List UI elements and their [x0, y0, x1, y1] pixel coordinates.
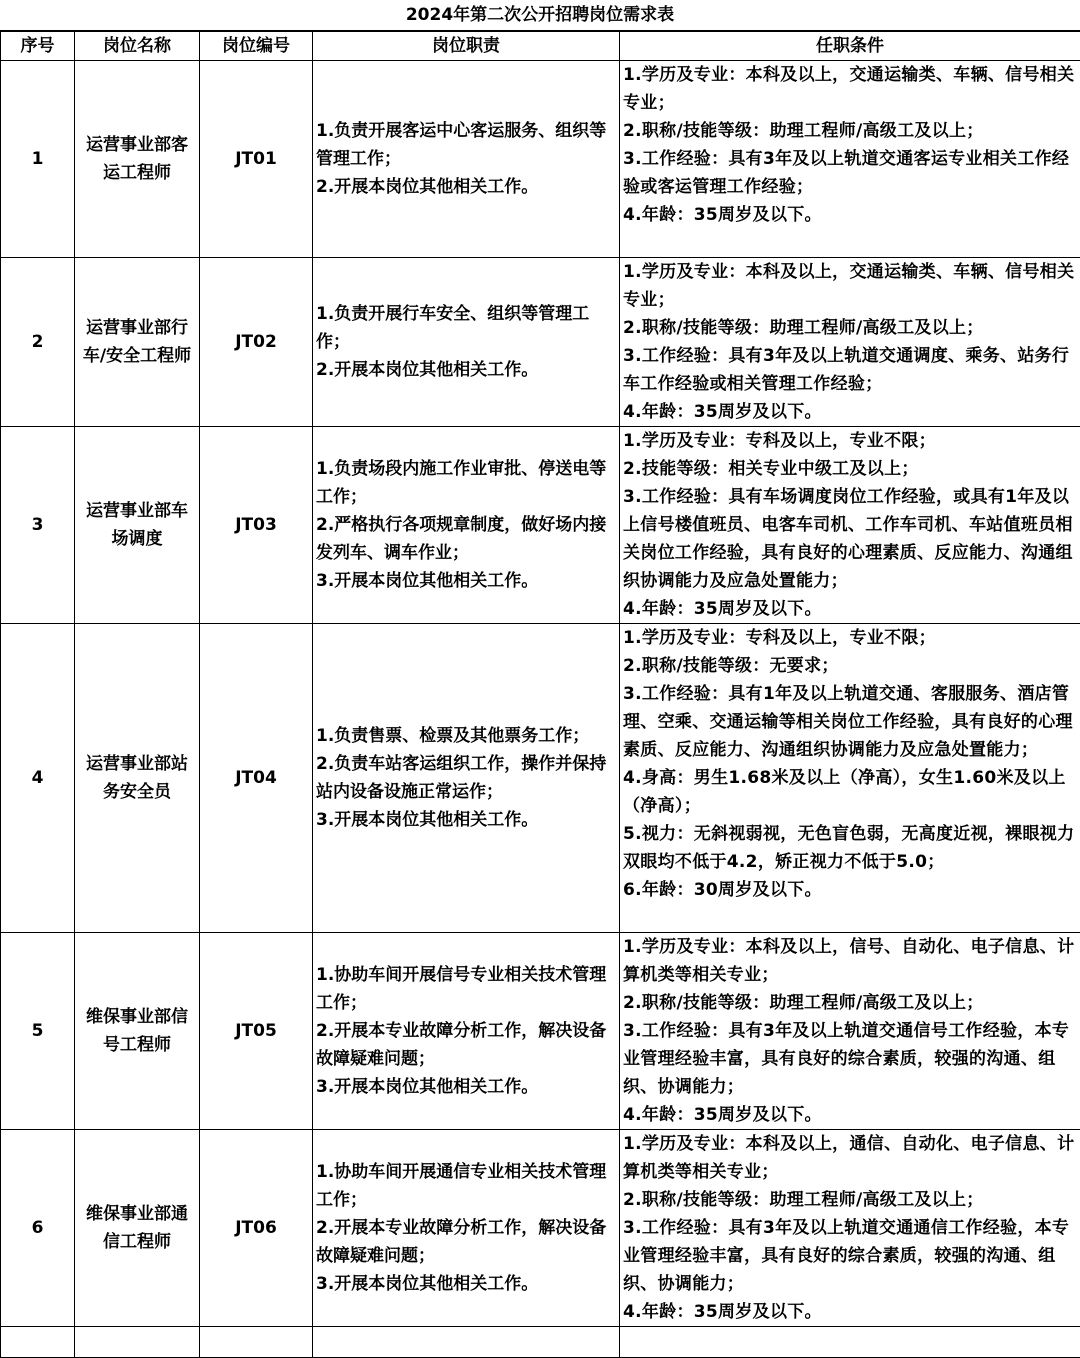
duty-line: 2.严格执行各项规章制度，做好场内接发列车、调车作业；	[316, 511, 616, 567]
position-duties	[313, 624, 620, 933]
position-duties	[313, 61, 620, 258]
position-requirements	[620, 1130, 1080, 1327]
requirement-line: 4.年龄：35周岁及以下。	[623, 1298, 1077, 1326]
header-duties: 岗位职责	[313, 32, 620, 61]
requirement-line: 1.学历及专业：本科及以上，交通运输类、车辆、信号相关专业；	[623, 61, 1077, 117]
duty-line: 2.开展本岗位其他相关工作。	[316, 356, 616, 384]
empty-cell	[75, 1327, 200, 1358]
position-requirements	[620, 258, 1080, 427]
table-row	[1, 427, 1080, 624]
requirement-line: 4.身高：男生1.68米及以上（净高），女生1.60米及以上（净高）；	[623, 764, 1077, 820]
duty-line: 1.协助车间开展信号专业相关技术管理工作；	[316, 961, 616, 1017]
duty-line: 3.开展本岗位其他相关工作。	[316, 806, 616, 834]
position-duties	[313, 1130, 620, 1327]
row-number: 5	[1, 933, 75, 1130]
requirement-line: 6.年龄：30周岁及以下。	[623, 876, 1077, 904]
position-duties	[313, 427, 620, 624]
position-duties	[313, 258, 620, 427]
duty-line: 2.开展本专业故障分析工作，解决设备故障疑难问题；	[316, 1017, 616, 1073]
duty-line: 2.开展本专业故障分析工作，解决设备故障疑难问题；	[316, 1214, 616, 1270]
row-number: 2	[1, 258, 75, 427]
header-name: 岗位名称	[75, 32, 200, 61]
table-row	[1, 933, 1080, 1130]
row-number: 3	[1, 427, 75, 624]
requirement-line: 4.年龄：35周岁及以下。	[623, 595, 1077, 623]
position-requirements	[620, 933, 1080, 1130]
duty-line: 3.开展本岗位其他相关工作。	[316, 1270, 616, 1298]
position-name: 运营事业部行车/安全工程师	[75, 258, 200, 427]
position-code: JT02	[200, 258, 313, 427]
duty-line: 3.开展本岗位其他相关工作。	[316, 1073, 616, 1101]
position-name: 运营事业部站务安全员	[75, 624, 200, 933]
header-row	[1, 32, 1080, 61]
requirement-line: 1.学历及专业：本科及以上，交通运输类、车辆、信号相关专业；	[623, 258, 1077, 314]
position-duties	[313, 933, 620, 1130]
position-code: JT04	[200, 624, 313, 933]
requirement-line: 5.视力：无斜视弱视，无色盲色弱，无高度近视，裸眼视力双眼均不低于4.2，矫正视力不低于5.0；	[623, 820, 1077, 876]
position-name: 维保事业部信号工程师	[75, 933, 200, 1130]
empty-cell	[620, 1327, 1080, 1358]
requirement-line: 1.学历及专业：专科及以上，专业不限；	[623, 624, 1077, 652]
requirement-line: 3.工作经验：具有3年及以上轨道交通通信工作经验，本专业管理经验丰富，具有良好的综合素质，较强的沟通、组织、协调能力；	[623, 1214, 1077, 1298]
requirement-line: 2.职称/技能等级：无要求；	[623, 652, 1077, 680]
requirement-line: 4.年龄：35周岁及以下。	[623, 1101, 1077, 1129]
position-requirements	[620, 624, 1080, 933]
position-code: JT03	[200, 427, 313, 624]
requirement-line: 3.工作经验：具有车场调度岗位工作经验，或具有1年及以上信号楼值班员、电客车司机、工作车司机、车站值班员相关岗位工作经验，具有良好的心理素质、反应能力、沟通组织协调能力及应急处置能力；	[623, 483, 1077, 595]
empty-cell	[1, 1327, 75, 1358]
row-number: 6	[1, 1130, 75, 1327]
position-code: JT01	[200, 61, 313, 258]
table-row	[1, 61, 1080, 258]
position-name: 运营事业部车场调度	[75, 427, 200, 624]
position-name: 维保事业部通信工程师	[75, 1130, 200, 1327]
empty-cell	[200, 1327, 313, 1358]
page-title: 2024年第二次公开招聘岗位需求表	[0, 0, 1080, 31]
requirement-line: 2.职称/技能等级：助理工程师/高级工及以上；	[623, 989, 1077, 1017]
empty-cell	[313, 1327, 620, 1358]
requirement-line: 3.工作经验：具有1年及以上轨道交通、客服服务、酒店管理、空乘、交通运输等相关岗位工作经验，具有良好的心理素质、反应能力、沟通组织协调能力及应急处置能力；	[623, 680, 1077, 764]
requirement-line: 3.工作经验：具有3年及以上轨道交通调度、乘务、站务行车工作经验或相关管理工作经验；	[623, 342, 1077, 398]
row-number: 1	[1, 61, 75, 258]
requirement-line: 3.工作经验：具有3年及以上轨道交通信号工作经验，本专业管理经验丰富，具有良好的综合素质，较强的沟通、组织、协调能力；	[623, 1017, 1077, 1101]
position-name: 运营事业部客运工程师	[75, 61, 200, 258]
duty-line: 1.负责开展行车安全、组织等管理工作；	[316, 300, 616, 356]
duty-line: 1.负责售票、检票及其他票务工作；	[316, 722, 616, 750]
position-code: JT06	[200, 1130, 313, 1327]
table-row-partial	[1, 1327, 1080, 1358]
position-requirements	[620, 61, 1080, 258]
table-row	[1, 1130, 1080, 1327]
header-requirements: 任职条件	[620, 32, 1080, 61]
duty-line: 1.协助车间开展通信专业相关技术管理工作；	[316, 1158, 616, 1214]
requirement-line: 1.学历及专业：本科及以上，通信、自动化、电子信息、计算机类等相关专业；	[623, 1130, 1077, 1186]
header-code: 岗位编号	[200, 32, 313, 61]
requirement-line: 1.学历及专业：本科及以上，信号、自动化、电子信息、计算机类等相关专业；	[623, 933, 1077, 989]
requirement-line: 2.职称/技能等级：助理工程师/高级工及以上；	[623, 117, 1077, 145]
table-row	[1, 258, 1080, 427]
row-number: 4	[1, 624, 75, 933]
header-no: 序号	[1, 32, 75, 61]
duty-line: 3.开展本岗位其他相关工作。	[316, 567, 616, 595]
requirement-line: 2.职称/技能等级：助理工程师/高级工及以上；	[623, 1186, 1077, 1214]
position-code: JT05	[200, 933, 313, 1130]
requirement-line: 2.职称/技能等级：助理工程师/高级工及以上；	[623, 314, 1077, 342]
table-row	[1, 624, 1080, 933]
duty-line: 2.开展本岗位其他相关工作。	[316, 173, 616, 201]
position-requirements	[620, 427, 1080, 624]
requirement-line: 4.年龄：35周岁及以下。	[623, 201, 1077, 229]
duty-line: 2.负责车站客运组织工作，操作并保持站内设备设施正常运作；	[316, 750, 616, 806]
duty-line: 1.负责开展客运中心客运服务、组织等管理工作；	[316, 117, 616, 173]
requirement-line: 2.技能等级：相关专业中级工及以上；	[623, 455, 1077, 483]
job-table	[0, 31, 1080, 1358]
requirement-line: 4.年龄：35周岁及以下。	[623, 398, 1077, 426]
duty-line: 1.负责场段内施工作业审批、停送电等工作；	[316, 455, 616, 511]
requirement-line: 1.学历及专业：专科及以上，专业不限；	[623, 427, 1077, 455]
requirement-line: 3.工作经验：具有3年及以上轨道交通客运专业相关工作经验或客运管理工作经验；	[623, 145, 1077, 201]
